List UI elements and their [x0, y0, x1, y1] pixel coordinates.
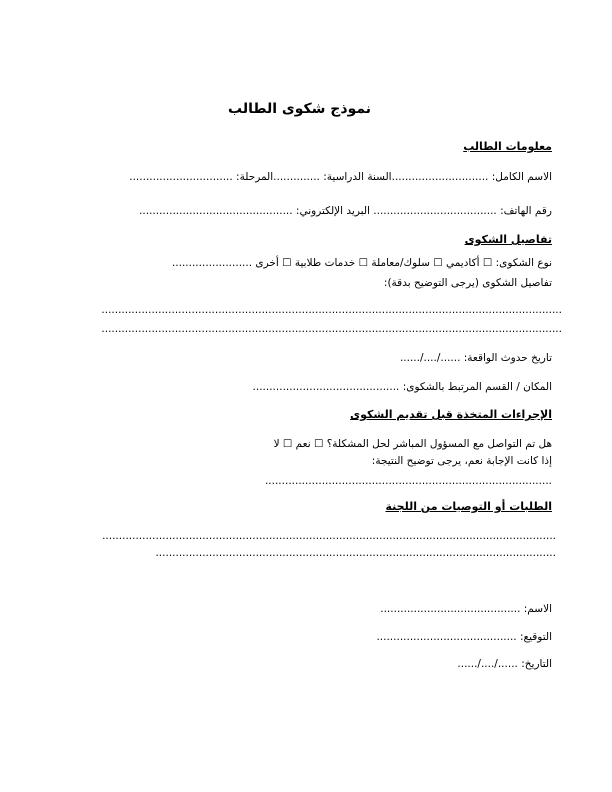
complaint-type-line: نوع الشكوى: ☐ أكاديمي ☐ سلوك/معاملة ☐ خدمات طلابية ☐ أخرى ........................	[171, 257, 552, 269]
actions-taken-heading: الإجراءات المتخذة قبل تقديم الشكوى	[350, 408, 552, 421]
result-explanation-label: إذا كانت الإجابة نعم، يرجى توضيح النتيجة:	[371, 455, 552, 467]
requests-dots-line-1: ........................................................................................................................................	[102, 530, 556, 542]
requests-dots-line-2: ........................................................................................................................	[155, 547, 556, 559]
student-info-heading: معلومات الطالب	[463, 140, 552, 153]
form-title: نموذج شكوى الطالب	[228, 101, 371, 117]
details-dots-line-2: ..........................................................................................................................................	[101, 323, 562, 335]
phone-email-line: رقم الهاتف: ..................................... البريد الإلكتروني: ..............................................	[139, 205, 552, 217]
place-department-line: المكان / القسم المرتبط بالشكوى: ............................................	[252, 381, 552, 393]
student-name-year-stage-line: الاسم الكامل: .............................السنة الدراسية: ..............المرحلة: ...............................	[129, 171, 552, 183]
complaint-details-heading: تفاصيل الشكوى	[464, 233, 552, 246]
signature-sign-line: التوقيع: ..........................................	[376, 631, 552, 643]
signature-date-line: التاريخ: ....../..../......	[457, 658, 552, 670]
complaint-details-label: تفاصيل الشكوى (يرجى التوضيح بدقة):	[383, 277, 552, 289]
requests-heading: الطلبات أو التوصيات من اللجنة	[385, 500, 552, 513]
result-dots-line: ......................................................................................	[264, 475, 552, 487]
signature-name-line: الاسم: ..........................................	[380, 603, 552, 615]
incident-date-line: تاريخ حدوث الواقعة: ....../..../......	[399, 352, 552, 364]
contacted-official-question: هل تم التواصل مع المسؤول المباشر لحل المشكلة؟ ☐ نعم ☐ لا	[273, 438, 552, 450]
details-dots-line-1: ..........................................................................................................................................	[101, 304, 562, 316]
